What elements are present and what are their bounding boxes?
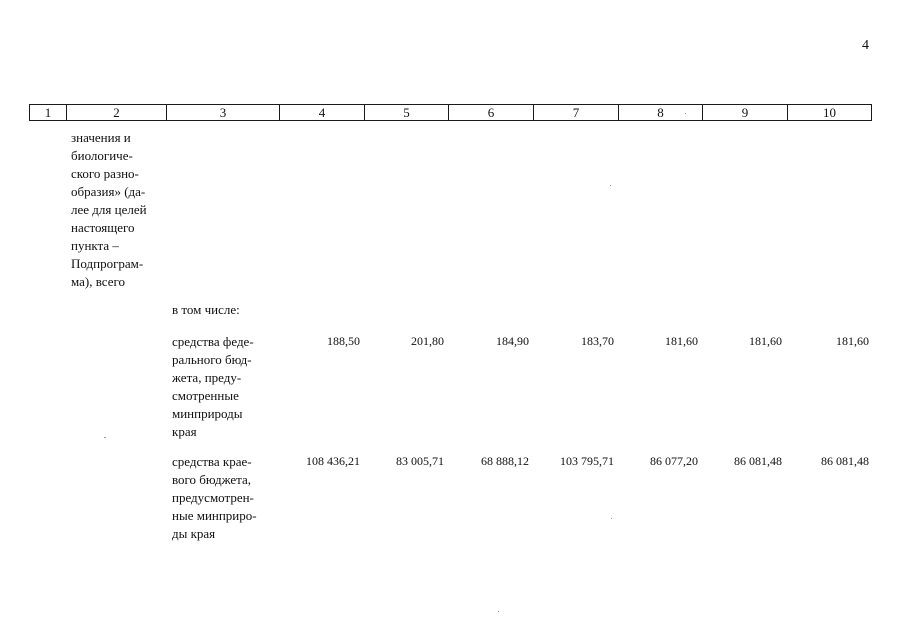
header-col-8: 8 (619, 105, 703, 120)
regional-label-line: вого бюджета, (172, 472, 252, 487)
federal-value-col-9: 181,60 (749, 334, 782, 348)
federal-value-col-6: 184,90 (496, 334, 529, 348)
federal-label-line: минприроды (172, 406, 243, 421)
scan-speck (685, 113, 686, 114)
program-title-line: лее для целей (71, 202, 147, 217)
program-title-line: значения и (71, 130, 131, 145)
including-label: в том числе: (172, 302, 240, 317)
program-title-line: пункта – (71, 238, 119, 253)
scan-speck (104, 437, 106, 438)
header-col-2: 2 (67, 105, 167, 120)
row-federal-label (172, 333, 276, 441)
header-col-9: 9 (703, 105, 788, 120)
regional-value-col-7: 103 795,71 (560, 454, 614, 468)
federal-label-line: рального бюд- (172, 352, 252, 367)
header-col-10: 10 (823, 105, 836, 120)
federal-value-col-7: 183,70 (581, 334, 614, 348)
federal-value-col-8: 181,60 (665, 334, 698, 348)
table-header-row (29, 104, 872, 121)
header-col-3: 3 (167, 105, 280, 120)
scan-speck (498, 611, 499, 612)
header-col-7: 7 (534, 105, 619, 120)
regional-label-line: средства крае- (172, 454, 252, 469)
regional-value-col-4: 108 436,21 (306, 454, 360, 468)
regional-label-line: ды края (172, 526, 216, 541)
header-col-4: 4 (280, 105, 365, 120)
regional-value-col-8: 86 077,20 (650, 454, 698, 468)
federal-label-line: средства феде- (172, 334, 254, 349)
federal-value-col-10: 181,60 (836, 334, 869, 348)
federal-label-line: жета, преду- (172, 370, 242, 385)
scan-speck (610, 185, 611, 186)
regional-label-line: предусмотрен- (172, 490, 254, 505)
scan-speck (611, 518, 612, 519)
program-title-line: биологиче- (71, 148, 133, 163)
page-number: 4 (862, 38, 869, 53)
regional-value-col-5: 83 005,71 (396, 454, 444, 468)
regional-value-col-9: 86 081,48 (734, 454, 782, 468)
federal-value-col-4: 188,50 (327, 334, 360, 348)
header-col-1: 1 (30, 105, 67, 120)
header-col-5: 5 (365, 105, 449, 120)
program-title-line: образия» (да- (71, 184, 146, 199)
program-title-line: ма), всего (71, 274, 126, 289)
regional-label-line: ные минприро- (172, 508, 257, 523)
header-col-6: 6 (449, 105, 534, 120)
row-regional-label (172, 453, 276, 543)
regional-value-col-10: 86 081,48 (821, 454, 869, 468)
program-title-line: Подпрограм- (71, 256, 144, 271)
federal-label-line: смотренные (172, 388, 239, 403)
program-title-cell (71, 129, 163, 291)
federal-label-line: края (172, 424, 197, 439)
federal-value-col-5: 201,80 (411, 334, 444, 348)
program-title-line: ского разно- (71, 166, 139, 181)
regional-value-col-6: 68 888,12 (481, 454, 529, 468)
program-title-line: настоящего (71, 220, 135, 235)
